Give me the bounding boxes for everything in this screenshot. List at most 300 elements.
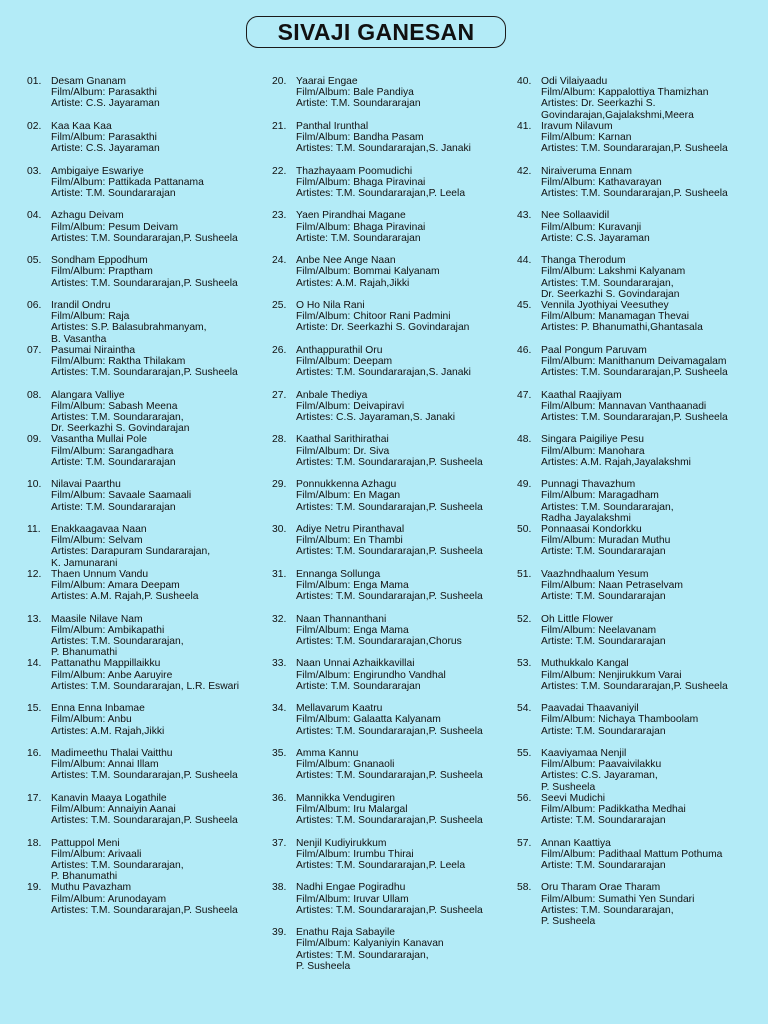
song-title: Punnagi Thavazhum xyxy=(541,479,636,491)
song-entry xyxy=(272,300,469,334)
song-number: 34. xyxy=(272,703,287,715)
song-details xyxy=(296,614,462,648)
song-entry xyxy=(27,614,184,659)
song-entry xyxy=(27,882,238,916)
song-entry xyxy=(272,569,483,603)
song-artist: Artistes: T.M. Soundararajan,P. Susheela xyxy=(51,904,238,916)
song-artist: Artistes: T.M. Soundararajan, xyxy=(541,501,674,513)
song-number: 49. xyxy=(517,479,532,491)
song-title: Kanavin Maaya Logathile xyxy=(51,792,167,804)
song-entry xyxy=(517,569,683,603)
song-title: Enakkaagavaa Naan xyxy=(51,524,147,535)
song-film: Film/Album: Parasakthi xyxy=(51,87,157,99)
song-title: Panthal Irunthal xyxy=(296,120,369,132)
song-number: 41. xyxy=(517,120,532,132)
song-film: Film/Album: Sarangadhara xyxy=(51,445,174,457)
song-details xyxy=(296,658,446,692)
song-number: 56. xyxy=(517,792,532,804)
song-artist-cont: P. Bhanumathi xyxy=(51,871,118,883)
song-artist: Artiste: T.M. Soundararajan xyxy=(296,232,421,244)
song-number: 26. xyxy=(272,344,287,356)
song-details xyxy=(296,703,483,737)
song-number: 12. xyxy=(27,568,42,580)
song-title: Vaazhndhaalum Yesum xyxy=(541,568,649,580)
song-details xyxy=(296,748,483,782)
song-film: Film/Album: Bhaga Piravinai xyxy=(296,176,426,188)
song-film: Film/Album: Iruvar Ullam xyxy=(296,893,409,905)
song-artist: Artistes: C.S. Jayaraman, xyxy=(541,770,658,782)
song-film: Film/Album: Enga Mama xyxy=(296,624,409,636)
song-number: 16. xyxy=(27,748,42,759)
song-artist: Artiste: T.M. Soundararajan xyxy=(296,98,421,110)
song-number: 01. xyxy=(27,76,42,87)
song-film: Film/Album: Enga Mama xyxy=(296,580,409,591)
song-film: Film/Album: Deepam xyxy=(296,356,393,367)
song-film: Film/Album: Nichaya Thamboolam xyxy=(541,714,699,726)
song-film: Film/Album: Kuravanji xyxy=(541,221,642,233)
song-artist: Artistes: T.M. Soundararajan, xyxy=(51,412,184,423)
song-artist: Artistes: T.M. Soundararajan,P. Susheela xyxy=(296,546,483,558)
song-details xyxy=(296,76,421,110)
song-details xyxy=(51,479,191,513)
song-artist: Artiste: T.M. Soundararajan xyxy=(541,860,666,871)
song-film: Film/Album: Bhaga Piravinai xyxy=(296,221,426,233)
song-details xyxy=(541,255,685,300)
song-details xyxy=(541,703,698,737)
song-title: Nilavai Paarthu xyxy=(51,479,121,491)
song-details xyxy=(51,434,176,468)
song-artist-cont: P. Susheela xyxy=(541,781,596,793)
song-number: 44. xyxy=(517,255,532,267)
song-entry xyxy=(27,434,176,468)
song-number: 37. xyxy=(272,837,287,849)
song-number: 19. xyxy=(27,882,42,894)
song-artist: Artiste: T.M. Soundararajan xyxy=(541,725,666,737)
song-number: 35. xyxy=(272,748,287,759)
song-artist: Artistes: T.M. Soundararajan,P. Susheela xyxy=(296,591,483,603)
song-entry xyxy=(272,703,483,737)
song-details xyxy=(51,210,238,244)
song-details xyxy=(51,793,238,827)
song-film: Film/Album: Nenjirukkum Varai xyxy=(541,669,682,681)
song-entry xyxy=(517,300,703,334)
song-title: Vennila Jyothiyai Veesuthey xyxy=(541,300,669,311)
song-film: Film/Album: Arunodayam xyxy=(51,893,167,905)
song-entry xyxy=(272,479,483,513)
song-film: Film/Album: Anbu xyxy=(51,714,132,726)
song-number: 42. xyxy=(517,165,532,177)
song-details xyxy=(51,121,160,155)
song-film: Film/Album: Iru Malargal xyxy=(296,804,408,815)
song-details xyxy=(541,658,728,692)
song-title: Kaa Kaa Kaa xyxy=(51,120,112,132)
song-artist: Artiste: Dr. Seerkazhi S. Govindarajan xyxy=(296,322,470,334)
song-artist-cont: P. Susheela xyxy=(296,960,351,972)
song-number: 09. xyxy=(27,434,42,446)
song-details xyxy=(296,255,440,289)
song-number: 25. xyxy=(272,300,287,311)
song-film: Film/Album: Naan Petraselvam xyxy=(541,580,683,591)
song-artist: Artiste: T.M. Soundararajan xyxy=(541,546,666,558)
song-artist: Artistes: T.M. Soundararajan, xyxy=(541,904,674,916)
song-entry xyxy=(517,121,728,155)
song-number: 04. xyxy=(27,210,42,222)
song-title: Kaathal Sarithirathai xyxy=(296,434,389,446)
song-entry xyxy=(517,210,650,244)
song-number: 13. xyxy=(27,613,42,625)
song-artist: Artiste: T.M. Soundararajan xyxy=(541,815,666,827)
song-title: Oh Little Flower xyxy=(541,613,614,625)
song-number: 52. xyxy=(517,613,532,625)
song-title: Anbe Nee Ange Naan xyxy=(296,255,396,267)
song-details xyxy=(51,345,238,379)
song-film: Film/Album: Gnanaoli xyxy=(296,759,395,771)
song-number: 05. xyxy=(27,255,42,267)
song-artist: Artiste: T.M. Soundararajan xyxy=(296,680,421,692)
song-title: Yaarai Engae xyxy=(296,76,358,87)
song-film: Film/Album: Annai Illam xyxy=(51,759,159,771)
song-film: Film/Album: Dr. Siva xyxy=(296,445,390,457)
song-entry xyxy=(517,255,685,300)
song-entry xyxy=(517,703,698,737)
song-number: 14. xyxy=(27,658,42,670)
song-entry xyxy=(272,166,465,200)
song-entry xyxy=(27,793,238,827)
song-details xyxy=(296,210,425,244)
song-artist: Artiste: T.M. Soundararajan xyxy=(51,188,176,199)
song-artist: Artistes: T.M. Soundararajan,S. Janaki xyxy=(296,367,471,379)
song-film: Film/Album: Padithaal Mattum Pothuma xyxy=(541,848,723,860)
song-title: Kaathal Raajiyam xyxy=(541,389,622,401)
song-title: Paal Pongum Paruvam xyxy=(541,344,647,356)
song-title: Amma Kannu xyxy=(296,748,359,759)
song-details xyxy=(541,76,709,121)
song-details xyxy=(51,882,238,916)
song-details xyxy=(51,703,164,737)
song-title: Singara Paigiliye Pesu xyxy=(541,434,645,446)
song-film: Film/Album: Anbe Aaruyire xyxy=(51,669,173,681)
song-title: O Ho Nila Rani xyxy=(296,300,365,311)
song-film: Film/Album: Manamagan Thevai xyxy=(541,311,690,323)
song-title: Yaen Pirandhai Magane xyxy=(296,210,406,222)
song-artist: Artistes: T.M. Soundararajan,P. Susheela xyxy=(51,277,238,289)
song-title: Pasumai Niraintha xyxy=(51,344,136,356)
song-entry xyxy=(517,390,728,424)
song-number: 47. xyxy=(517,389,532,401)
song-details xyxy=(541,210,650,244)
song-artist: Artistes: T.M. Soundararajan,P. Susheela xyxy=(541,412,728,423)
song-entry xyxy=(517,479,674,524)
song-film: Film/Album: Bandha Pasam xyxy=(296,132,424,143)
song-film: Film/Album: Kappalottiya Thamizhan xyxy=(541,87,709,99)
song-film: Film/Album: Raja xyxy=(51,311,130,323)
song-number: 23. xyxy=(272,210,287,222)
song-artist: Artistes: T.M. Soundararajan,P. Susheela xyxy=(296,770,483,782)
song-entry xyxy=(517,434,691,468)
song-artist: Artistes: T.M. Soundararajan,P. Susheela xyxy=(51,815,238,827)
song-entry xyxy=(27,479,191,513)
song-title: Seevi Mudichi xyxy=(541,792,606,804)
song-title: Nenjil Kudiyirukkum xyxy=(296,837,387,849)
song-film: Film/Album: Chitoor Rani Padmini xyxy=(296,311,451,323)
song-number: 29. xyxy=(272,479,287,491)
song-number: 15. xyxy=(27,703,42,715)
song-title: Oru Tharam Orae Tharam xyxy=(541,882,661,894)
song-title: Irandil Ondru xyxy=(51,300,111,311)
song-artist: Artistes: T.M. Soundararajan,P. Susheela xyxy=(296,501,483,513)
song-entry xyxy=(517,838,722,872)
song-number: 08. xyxy=(27,389,42,401)
song-artist: Artistes: T.M. Soundararajan, L.R. Eswari xyxy=(51,680,240,692)
song-film: Film/Album: Irumbu Thirai xyxy=(296,848,414,860)
song-title: Nee Sollaavidil xyxy=(541,210,610,222)
song-entry xyxy=(272,434,483,468)
song-film: Film/Album: Bale Pandiya xyxy=(296,87,414,99)
song-title: Paavadai Thaavaniyil xyxy=(541,703,639,715)
song-title: Adiye Netru Piranthaval xyxy=(296,524,405,535)
song-title: Enna Enna Inbamae xyxy=(51,703,145,715)
song-artist-cont: Dr. Seerkazhi S. Govindarajan xyxy=(541,288,680,300)
song-artist: Artistes: T.M. Soundararajan,P. Susheela xyxy=(541,367,728,379)
song-film: Film/Album: Mannavan Vanthaanadi xyxy=(541,400,707,412)
song-number: 20. xyxy=(272,76,287,87)
song-film: Film/Album: Manohara xyxy=(541,445,645,457)
song-title: Ambigaiye Eswariye xyxy=(51,165,144,177)
song-film: Film/Album: Paavaivilakku xyxy=(541,759,662,771)
song-number: 39. xyxy=(272,927,287,939)
song-title: Pattanathu Mappillaikku xyxy=(51,658,161,670)
song-entry xyxy=(272,345,471,379)
song-artist: Artistes: T.M. Soundararajan,P. Susheela xyxy=(51,232,238,244)
song-number: 11. xyxy=(27,524,41,535)
song-artist-cont: K. Jamunarani xyxy=(51,557,118,569)
song-title: Nadhi Engae Pogiradhu xyxy=(296,882,406,894)
song-number: 31. xyxy=(272,568,287,580)
song-film: Film/Album: Galaatta Kalyanam xyxy=(296,714,441,726)
song-number: 18. xyxy=(27,837,42,849)
song-title: Thaen Unnum Vandu xyxy=(51,568,149,580)
song-entry xyxy=(272,927,444,972)
song-artist: Artiste: C.S. Jayaraman xyxy=(51,143,160,155)
song-artist-cont: P. Susheela xyxy=(541,916,596,927)
song-title: Annan Kaattiya xyxy=(541,837,611,849)
song-entry xyxy=(27,569,198,603)
song-number: 02. xyxy=(27,120,42,132)
song-artist: Artistes: T.M. Soundararajan,P. Susheela xyxy=(296,904,483,916)
song-details xyxy=(51,614,184,659)
song-entry xyxy=(272,390,455,424)
song-artist: Artistes: C.S. Jayaraman,S. Janaki xyxy=(296,412,456,423)
song-entry xyxy=(27,524,210,569)
song-artist: Artiste: T.M. Soundararajan xyxy=(541,636,666,647)
song-details xyxy=(296,882,483,916)
song-film: Film/Album: Amara Deepam xyxy=(51,580,180,591)
song-number: 33. xyxy=(272,658,287,670)
song-details xyxy=(51,524,210,569)
song-title: Madimeethu Thalai Vaitthu xyxy=(51,748,173,759)
song-number: 53. xyxy=(517,658,532,670)
song-entry xyxy=(517,748,661,793)
song-film: Film/Album: Parasakthi xyxy=(51,132,157,143)
song-number: 17. xyxy=(27,792,42,804)
song-artist: Artistes: P. Bhanumathi,Ghantasala xyxy=(541,322,703,334)
song-title: Anbale Thediya xyxy=(296,389,368,401)
song-artist: Artistes: T.M. Soundararajan,P. Susheela xyxy=(541,188,728,199)
song-title: Anthappurathil Oru xyxy=(296,344,383,356)
song-film: Film/Album: Bommai Kalyanam xyxy=(296,266,440,278)
song-title: Kaaviyamaa Nenjil xyxy=(541,748,627,759)
song-details xyxy=(296,121,471,155)
song-entry xyxy=(27,121,160,155)
song-details xyxy=(296,300,469,334)
song-title: Odi Vilaiyaadu xyxy=(541,76,608,87)
song-entry xyxy=(272,658,446,692)
song-film: Film/Album: Deivapiravi xyxy=(296,400,405,412)
song-details xyxy=(51,390,190,435)
song-artist-cont: B. Vasantha xyxy=(51,333,107,345)
song-details xyxy=(541,390,728,424)
song-film: Film/Album: Kalyaniyin Kanavan xyxy=(296,938,444,950)
song-film: Film/Album: Annaiyin Aanai xyxy=(51,804,176,815)
song-entry xyxy=(27,390,190,435)
song-entry xyxy=(517,882,694,927)
song-details xyxy=(541,793,686,827)
song-details xyxy=(51,76,160,110)
song-artist: Artistes: Dr. Seerkazhi S. xyxy=(541,98,656,110)
song-film: Film/Album: Lakshmi Kalyanam xyxy=(541,266,686,278)
song-details xyxy=(296,569,483,603)
song-film: Film/Album: Neelavanam xyxy=(541,624,657,636)
song-number: 45. xyxy=(517,300,532,311)
song-artist: Artistes: T.M. Soundararajan, xyxy=(296,949,429,961)
song-details xyxy=(51,166,204,200)
song-details xyxy=(541,614,666,648)
song-entry xyxy=(27,76,160,110)
song-number: 21. xyxy=(272,120,287,132)
song-number: 10. xyxy=(27,479,42,491)
song-entry xyxy=(27,255,238,289)
song-entry xyxy=(272,838,465,872)
song-artist: Artistes: T.M. Soundararajan,P. Susheela xyxy=(296,815,483,827)
song-artist: Artistes: T.M. Soundararajan,P. Susheela xyxy=(51,367,238,379)
song-number: 36. xyxy=(272,792,287,804)
song-film: Film/Album: Manithanum Deivamagalam xyxy=(541,356,727,367)
song-details xyxy=(51,300,206,345)
song-entry xyxy=(517,166,728,200)
song-artist: Artistes: T.M. Soundararajan,S. Janaki xyxy=(296,143,471,155)
song-film: Film/Album: Sumathi Yen Sundari xyxy=(541,893,695,905)
song-entry xyxy=(272,210,425,244)
song-number: 24. xyxy=(272,255,287,267)
song-entry xyxy=(272,255,440,289)
song-details xyxy=(51,569,198,603)
song-artist-cont: P. Bhanumathi xyxy=(51,647,118,659)
song-title: Niraiveruma Ennam xyxy=(541,165,632,177)
song-number: 43. xyxy=(517,210,532,222)
song-title: Pattuppol Meni xyxy=(51,837,120,849)
song-film: Film/Album: Engirundho Vandhal xyxy=(296,669,446,681)
song-title: Enathu Raja Sabayile xyxy=(296,927,396,939)
song-number: 55. xyxy=(517,748,532,759)
song-entry xyxy=(272,748,483,782)
song-film: Film/Album: Arivaali xyxy=(51,848,142,860)
song-details xyxy=(541,121,728,155)
song-artist: Artistes: A.M. Rajah,P. Susheela xyxy=(51,591,199,603)
song-details xyxy=(541,882,694,927)
song-details xyxy=(51,658,239,692)
song-artist: Artiste: C.S. Jayaraman xyxy=(51,98,160,110)
song-film: Film/Album: Savaale Saamaali xyxy=(51,490,192,502)
song-entry xyxy=(27,658,239,692)
song-number: 57. xyxy=(517,837,532,849)
song-artist: Artistes: T.M. Soundararajan, xyxy=(51,860,184,871)
song-number: 28. xyxy=(272,434,287,446)
song-artist: Artiste: C.S. Jayaraman xyxy=(541,232,650,244)
song-film: Film/Album: Pesum Deivam xyxy=(51,221,179,233)
song-number: 30. xyxy=(272,524,287,535)
song-artist: Artistes: T.M. Soundararajan,P. Susheela xyxy=(51,770,238,782)
song-film: Film/Album: Praptham xyxy=(51,266,153,278)
song-film: Film/Album: Raktha Thilakam xyxy=(51,356,186,367)
song-number: 48. xyxy=(517,434,532,446)
song-artist: Artistes: T.M. Soundararajan,P. Susheela xyxy=(296,456,483,468)
song-entry xyxy=(517,524,670,558)
song-details xyxy=(541,345,728,379)
song-entry xyxy=(27,345,238,379)
song-title: Sondham Eppodhum xyxy=(51,255,148,267)
song-entry xyxy=(27,748,238,782)
song-title: Ponnukkenna Azhagu xyxy=(296,479,397,491)
song-artist: Artiste: T.M. Soundararajan xyxy=(51,456,176,468)
song-film: Film/Album: Sabash Meena xyxy=(51,400,178,412)
song-entry xyxy=(27,838,184,883)
song-details xyxy=(541,166,728,200)
song-details xyxy=(296,434,483,468)
song-details xyxy=(541,838,722,872)
song-title: Iravum Nilavum xyxy=(541,120,613,132)
song-details xyxy=(541,300,703,334)
song-title: Mellavarum Kaatru xyxy=(296,703,383,715)
song-details xyxy=(541,524,670,558)
song-details xyxy=(296,345,471,379)
song-title: Muthukkalo Kangal xyxy=(541,658,629,670)
song-number: 46. xyxy=(517,344,532,356)
song-film: Film/Album: Maragadham xyxy=(541,490,659,502)
song-title: Vasantha Mullai Pole xyxy=(51,434,147,446)
song-details xyxy=(541,569,683,603)
song-details xyxy=(51,748,238,782)
song-artist: Artistes: T.M. Soundararajan, xyxy=(541,277,674,289)
song-artist: Artistes: A.M. Rajah,Jayalakshmi xyxy=(541,456,691,468)
song-details xyxy=(296,793,483,827)
song-artist: Artistes: A.M. Rajah,Jikki xyxy=(296,277,410,289)
song-title: Maasile Nilave Nam xyxy=(51,613,143,625)
song-title: Desam Gnanam xyxy=(51,76,126,87)
song-details xyxy=(541,748,661,793)
song-entry xyxy=(27,703,164,737)
song-title: Alangara Valliye xyxy=(51,389,125,401)
song-details xyxy=(296,927,444,972)
song-artist-cont: Dr. Seerkazhi S. Govindarajan xyxy=(51,423,190,435)
song-number: 27. xyxy=(272,389,287,401)
song-film: Film/Album: Muradan Muthu xyxy=(541,535,671,547)
song-number: 07. xyxy=(27,344,42,356)
song-number: 06. xyxy=(27,300,42,311)
song-film: Film/Album: Selvam xyxy=(51,535,143,547)
song-details xyxy=(541,434,691,468)
song-artist: Artistes: T.M. Soundararajan,P. Susheela xyxy=(541,143,728,155)
song-number: 40. xyxy=(517,76,532,87)
